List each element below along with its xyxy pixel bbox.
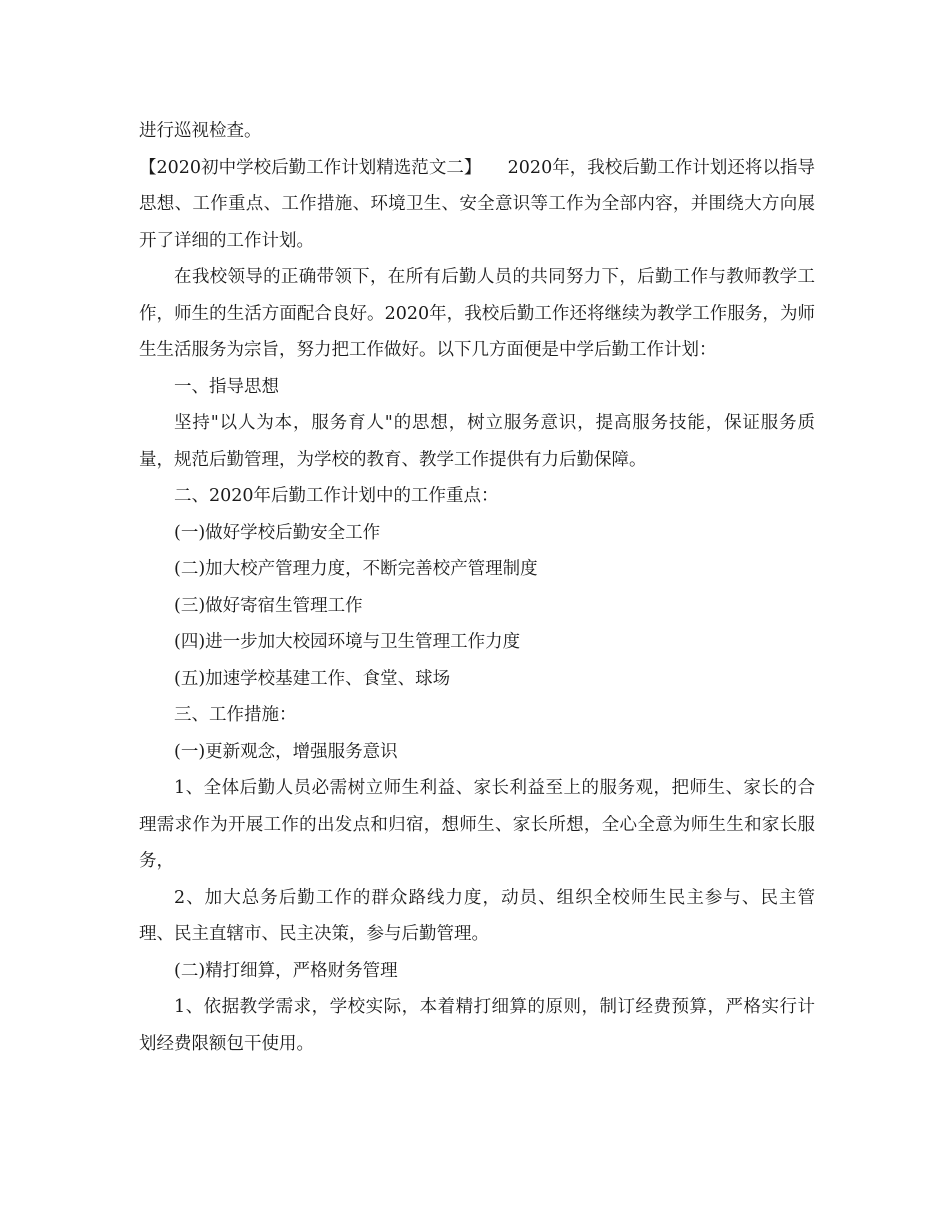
subsection-heading: (二)精打细算，严格财务管理 (174, 960, 398, 981)
paragraph: 进行巡视检查。 (139, 121, 262, 141)
list-item: (五)加速学校基建工作、食堂、球场 (174, 668, 451, 689)
section-heading: 二、2020年后勤工作计划中的工作重点： (174, 486, 499, 506)
paragraph: 【2020初中学校后勤工作计划精选范文二】 2020年，我校后勤工作计划还将以指导思想、工作重点、工作措施、环境卫生、安全意识等工作为全部内容，并围绕大方向展开了详细的工作计划。 (139, 157, 815, 251)
paragraph: 1、依据教学需求，学校实际，本着精打细算的原则，制订经费预算，严格实行计划经费限额包干使用。 (139, 997, 815, 1054)
document-body (139, 113, 815, 1062)
list-item: (三)做好寄宿生管理工作 (174, 595, 363, 616)
paragraph: 1、全体后勤人员必需树立师生利益、家长利益至上的服务观，把师生、家长的合理需求作为开展工作的出发点和归宿，想师生、家长所想，全心全意为师生生和家长服务， (139, 778, 815, 871)
paragraph: 在我校领导的正确带领下，在所有后勤人员的共同努力下，后勤工作与教师教学工作，师生的生活方面配合良好。2020年，我校后勤工作还将继续为教学工作服务，为师生生活服务为宗旨，努力把工作做好。以下几方面便是中学后勤工作计划： (139, 267, 815, 360)
list-item: (一)做好学校后勤安全工作 (174, 522, 381, 543)
section-heading: 三、工作措施： (174, 705, 297, 725)
paragraph: 坚持"以人为本，服务育人"的思想，树立服务意识，提高服务技能，保证服务质量，规范后勤管理，为学校的教育、教学工作提供有力后勤保障。 (139, 413, 815, 470)
list-item: (四)进一步加大校园环境与卫生管理工作力度 (174, 632, 521, 652)
paragraph: 2、加大总务后勤工作的群众路线力度，动员、组织全校师生民主参与、民主管理、民主直辖市、民主决策，参与后勤管理。 (139, 887, 815, 944)
section-heading: 一、指导思想 (174, 376, 279, 397)
subsection-heading: (一)更新观念，增强服务意识 (174, 741, 398, 762)
list-item: (二)加大校产管理力度，不断完善校产管理制度 (174, 559, 538, 579)
